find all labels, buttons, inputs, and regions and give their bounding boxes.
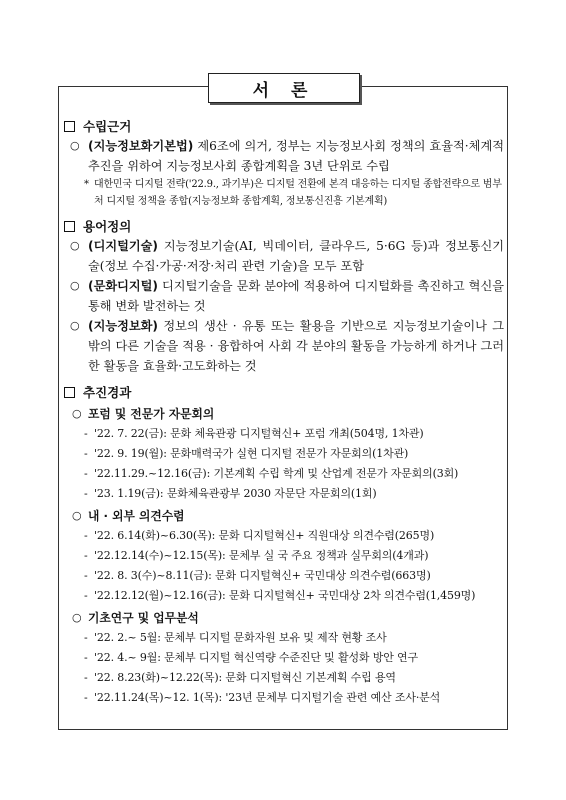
- list-item-text: '22.11.24(목)~12. 1(목): '23년 문체부 디지털기술 관련 예산 조사·분석: [94, 691, 441, 704]
- list-item: - '22. 9. 19(월): 문화매력국가 실현 디지털 전문가 자문회의(1차관): [84, 447, 409, 460]
- subsection-title: 기초연구 및 업무분석: [88, 610, 199, 625]
- square-bullet-icon: [64, 221, 75, 232]
- item-keyword: (지능정보화): [88, 319, 159, 333]
- note-text: 대한민국 디지털 전략('22.9., 과기부)은 디지털 전환에 본격 대응하는 디지털 종합전략으로 범부처 디지털 정책을 종합(지능정보화 종합계획, 정보통신진흥 기본계획): [94, 179, 502, 207]
- list-item: - '22. 8. 3(수)~8.11(금): 문화 디지털혁신+ 국민대상 의견수렴(663명): [84, 569, 431, 582]
- item-text: 지능정보기술(AI, 빅데이터, 클라우드, 5·6G 등)과 정보통신기술(정보 수집·가공·저장·처리 관련 기술)을 모두 포함: [88, 239, 504, 273]
- list-item-text: '22. 8.23(화)~12.22(목): 문화 디지털혁신 기본계획 수립 용역: [94, 671, 396, 684]
- list-item: - '22. 8.23(화)~12.22(목): 문화 디지털혁신 기본계획 수립 용역: [84, 671, 396, 684]
- circle-bullet-icon: ○: [72, 406, 82, 420]
- section-basis: [64, 116, 504, 136]
- subsection-title: 포럼 및 전문가 자문회의: [88, 406, 215, 421]
- list-item-text: '22. 4.~ 9월: 문체부 디지털 혁신역량 수준진단 및 활성화 방안 연구: [94, 651, 418, 664]
- item-keyword: (지능정보화기본법): [88, 139, 194, 153]
- list-item: - '22.11.29.~12.16(금): 기본계획 수립 학계 및 산업계 전문가 자문회의(3회): [84, 467, 459, 480]
- document-body: [64, 116, 504, 708]
- list-item-text: '22. 9. 19(월): 문화매력국가 실현 디지털 전문가 자문회의(1차관): [94, 447, 409, 460]
- section-heading: 용어정의: [83, 219, 132, 234]
- subsection-forum: [64, 402, 504, 424]
- asterisk-icon: *: [84, 179, 89, 190]
- list-item: - '22. 6.14(화)~6.30(목): 문화 디지털혁신+ 직원대상 의견수렴(265명): [84, 529, 435, 542]
- circle-bullet-icon: ○: [70, 239, 80, 252]
- list-item: - '22. 4.~ 9월: 문체부 디지털 혁신역량 수준진단 및 활성화 방안 연구: [84, 651, 418, 664]
- list-item: - '22.11.24(목)~12. 1(목): '23년 문체부 디지털기술 관련 예산 조사·분석: [84, 691, 441, 704]
- section-heading: 수립근거: [83, 119, 132, 134]
- item-keyword: (문화디지털): [88, 279, 159, 293]
- subsection-research: [64, 606, 504, 628]
- item-text: 제6조에 의거, 정부는 지능정보사회 정책의 효율적·체계적 추진을 위하여 지능정보사회 종합계획을 3년 단위로 수립: [88, 139, 504, 173]
- list-item-text: '22. 6.14(화)~6.30(목): 문화 디지털혁신+ 직원대상 의견수렴(265명): [94, 529, 435, 542]
- list-item-text: '22.11.29.~12.16(금): 기본계획 수립 학계 및 산업계 전문가 자문회의(3회): [94, 467, 459, 480]
- item-text: 디지털기술을 문화 분야에 적용하여 디지털화를 촉진하고 혁신을 통해 변화 발전하는 것: [88, 279, 504, 313]
- list-item-text: '22. 8. 3(수)~8.11(금): 문화 디지털혁신+ 국민대상 의견수렴(663명): [94, 569, 431, 582]
- square-bullet-icon: [64, 387, 75, 398]
- list-item: - '22. 7. 22(금): 문화 체육관광 디지털혁신+ 포럼 개최(504명, 1차관): [84, 427, 424, 440]
- list-item-text: '22. 2.~ 5월: 문체부 디지털 문화자원 보유 및 제작 현황 조사: [94, 631, 387, 644]
- item-text: 정보의 생산 · 유통 또는 활용을 기반으로 지능정보기술이나 그 밖의 다른 기술을 적용 · 융합하여 사회 각 분야의 활동을 가능하게 하거나 그러한 활동을 효율화·고도화하는 것: [88, 319, 504, 373]
- section-heading: 추진경과: [83, 385, 132, 400]
- list-item: [64, 236, 504, 276]
- square-bullet-icon: [64, 121, 75, 132]
- circle-bullet-icon: ○: [70, 319, 80, 332]
- page-title: 서 론: [208, 73, 360, 103]
- circle-bullet-icon: ○: [72, 610, 82, 624]
- list-item-text: '22.12.12(월)~12.16(금): 문화 디지털혁신+ 국민대상 2차 의견수렴(1,459명): [94, 589, 476, 602]
- list-item: - '22.12.14(수)~12.15(목): 문체부 실 국 주요 정책과 실무회의(4개과): [84, 549, 429, 562]
- list-item-text: '22.12.14(수)~12.15(목): 문체부 실 국 주요 정책과 실무회의(4개과): [94, 549, 429, 562]
- list-item-text: '22. 7. 22(금): 문화 체육관광 디지털혁신+ 포럼 개최(504명, 1차관): [94, 427, 424, 440]
- list-item: [64, 316, 504, 376]
- circle-bullet-icon: ○: [72, 508, 82, 522]
- section-progress: [64, 382, 504, 402]
- list-item: [64, 136, 504, 176]
- footnote: [64, 176, 504, 210]
- list-item: - '22.12.12(월)~12.16(금): 문화 디지털혁신+ 국민대상 2차 의견수렴(1,459명): [84, 589, 476, 602]
- item-keyword: (디지털기술): [88, 239, 159, 253]
- list-item-text: '23. 1.19(금): 문화체육관광부 2030 자문단 자문회의(1회): [94, 487, 377, 500]
- section-terms: [64, 216, 504, 236]
- subsection-opinion: [64, 504, 504, 526]
- list-item: - '23. 1.19(금): 문화체육관광부 2030 자문단 자문회의(1회): [84, 487, 377, 500]
- list-item: [64, 276, 504, 316]
- circle-bullet-icon: ○: [70, 279, 80, 292]
- subsection-title: 내 · 외부 의견수렴: [88, 508, 185, 523]
- list-item: - '22. 2.~ 5월: 문체부 디지털 문화자원 보유 및 제작 현황 조사: [84, 631, 387, 644]
- circle-bullet-icon: ○: [70, 139, 80, 152]
